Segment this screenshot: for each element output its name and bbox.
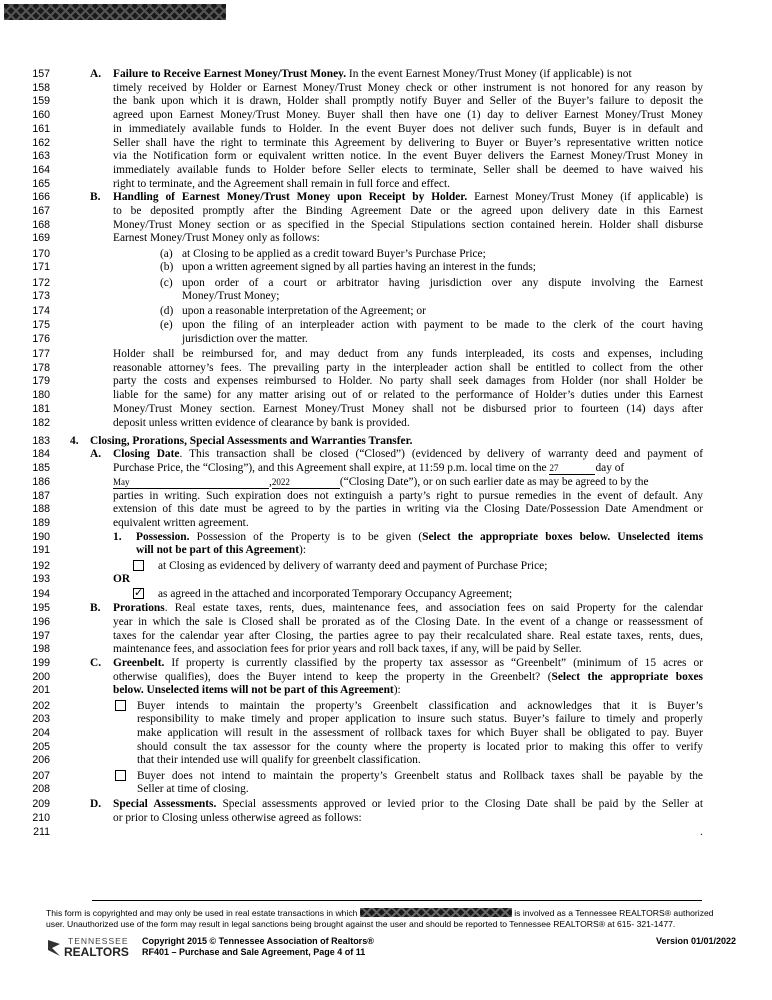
- document-line: [0, 219, 772, 233]
- line-number: 196: [32, 615, 50, 628]
- text-run: below. Unselected items will not be part of this Agreement: [113, 684, 394, 697]
- line-number: 178: [32, 361, 50, 374]
- line-text: [182, 277, 703, 290]
- item-label: (c): [160, 276, 173, 289]
- line-number: 211: [33, 825, 50, 838]
- line-text: to be deposited promptly after the Binding Agreement Date or the agreed upon delivery date in this Earnest: [113, 205, 703, 217]
- line-number: 176: [32, 332, 50, 345]
- text-run: will not be part of this Agreement: [136, 544, 300, 557]
- document-line: [0, 290, 772, 304]
- line-text: agreed upon Earnest Money/Trust Money. Buyer shall then have one (1) day to deliver Earnest Money/Trust Money: [113, 109, 703, 122]
- text-run: Select the appropriate boxes below. Unselected items: [422, 530, 704, 543]
- line-text: Seller at time of closing.: [137, 783, 249, 796]
- line-number: 165: [32, 177, 50, 190]
- checkbox[interactable]: [115, 770, 134, 784]
- line-text: [90, 435, 412, 448]
- item-label: (e): [160, 319, 173, 332]
- line-number: 199: [32, 656, 50, 669]
- text-run: Possession of the Property is to be given (: [196, 530, 423, 543]
- item-heading: Possession.: [136, 530, 190, 543]
- text-run: day of: [595, 462, 625, 475]
- line-text: year in which the sale is Closed shall be prorated as of the Closing Date. In the event of a change or reassessment of: [113, 615, 703, 628]
- line-text: Seller shall have the right to terminate this Agreement by delivering to Buyer or Buyer’s representative written notice: [113, 136, 703, 149]
- document-line: [0, 137, 772, 151]
- line-number: 195: [32, 602, 50, 615]
- line-number: 202: [32, 699, 50, 712]
- document-line: [0, 531, 772, 545]
- line-text: reasonable attorney’s fees. The prevailing party in the interpleader action shall be entitled to collect from the other: [113, 361, 703, 374]
- document-line: [0, 448, 772, 462]
- line-text: taxes for the calendar year after Closing, the parties agree to pay their recalculated share. Real estate taxes, rents, dues,: [113, 629, 703, 642]
- item-heading: Failure to Receive Earnest Money/Trust Money.: [113, 68, 347, 80]
- line-number: 198: [32, 643, 50, 656]
- document-line: [0, 602, 772, 616]
- line-text: via the Notification form or equivalent written notice. In the event Buyer delivers the Earnest Money/Trust Money in: [113, 150, 703, 163]
- text-run: upon a written agreement signed by all parties having an interest in the funds;: [182, 261, 536, 274]
- item-label: C.: [90, 656, 102, 669]
- line-number: 161: [32, 122, 50, 135]
- text-run: ):: [393, 684, 401, 697]
- document-line: [0, 588, 772, 602]
- line-number: 185: [32, 462, 50, 475]
- item-label: (d): [160, 305, 174, 318]
- line-number: 209: [32, 798, 50, 811]
- line-number: 172: [32, 276, 50, 289]
- line-number: 169: [32, 232, 50, 245]
- document-line: [0, 362, 772, 376]
- document-line: [0, 671, 772, 685]
- item-label: B.: [90, 602, 101, 615]
- item-heading: Handling of Earnest Money/Trust Money upon Receipt by Holder.: [113, 191, 468, 204]
- document-line: [0, 333, 772, 347]
- line-text: [113, 671, 703, 684]
- line-text: liable for the same) for any matter arising out of or related to the performance of Holder’s duties under this Earnest: [113, 389, 703, 402]
- document-line: [0, 630, 772, 644]
- line-number: 183: [32, 434, 50, 447]
- text-run: . Real estate taxes, rents, dues, maintenance fees, and association fees on said Property for the calendar: [164, 602, 703, 615]
- document-line: [0, 573, 772, 587]
- document-line: [0, 826, 772, 840]
- line-text: [182, 319, 703, 332]
- document-line: [0, 713, 772, 727]
- document-line: [0, 700, 772, 714]
- line-text: maintenance fees, and association fees for prior years and roll back taxes, if any, will be paid by Seller.: [113, 643, 582, 656]
- document-line: [0, 123, 772, 137]
- line-number: 182: [32, 416, 50, 429]
- line-text: or prior to Closing unless otherwise agreed as follows:: [113, 812, 362, 825]
- item-heading: Special Assessments.: [113, 798, 217, 811]
- line-text: Earnest Money/Trust Money only as follows:: [113, 232, 320, 245]
- line-number: 200: [32, 670, 50, 683]
- line-text: [113, 462, 703, 475]
- logo-line2: REALTORS: [64, 945, 129, 959]
- line-text: should consult the tax assessor for the county where the property is located prior to making this offer to verify: [137, 740, 703, 753]
- signature-rule: [92, 900, 702, 901]
- line-number: 160: [32, 109, 50, 122]
- line-text: [113, 684, 703, 697]
- line-number: 166: [32, 191, 50, 204]
- document-line: [0, 95, 772, 109]
- line-number: 181: [32, 402, 50, 415]
- document-line: [0, 205, 772, 219]
- line-text: [113, 448, 703, 461]
- line-text: immediately available funds to Holder before Seller elects to terminate, Seller shall be deemed to have waived his: [113, 163, 703, 176]
- document-line: [0, 462, 772, 476]
- text-run: Select the appropriate boxes: [551, 670, 703, 683]
- document-line: [0, 770, 772, 784]
- text-run: If property is currently classified by the property tax assessor as “Greenbelt” (minimum of 15 acres or: [171, 656, 703, 669]
- document-line: [0, 389, 772, 403]
- line-text: Buyer does not intend to maintain the property’s Greenbelt status and Rollback taxes shall be payable by the: [137, 769, 703, 782]
- line-number: 173: [32, 290, 50, 303]
- redaction-bar: [4, 4, 226, 20]
- checkbox[interactable]: [115, 700, 134, 714]
- line-number: 193: [32, 573, 50, 586]
- line-text: [113, 476, 703, 489]
- line-number: 167: [32, 205, 50, 217]
- line-number: 192: [32, 559, 50, 572]
- line-number: 206: [32, 754, 50, 767]
- document-line: [0, 375, 772, 389]
- line-number: 207: [32, 769, 50, 782]
- document-line: [0, 490, 772, 504]
- section-number: 4.: [70, 434, 79, 447]
- line-number: 203: [32, 713, 50, 726]
- line-text: Holder shall be reimbursed for, and may deduct from any funds interpleaded, its costs and expenses, including: [113, 348, 703, 360]
- line-number: 180: [32, 389, 50, 402]
- line-number: 158: [32, 81, 50, 94]
- document-line: [0, 403, 772, 417]
- document-line: [0, 544, 772, 558]
- line-text: deposit unless written evidence of clearance by bank is provided.: [113, 416, 410, 429]
- closing-month-field[interactable]: May: [113, 477, 269, 489]
- line-text: that their intended use will qualify for greenbelt classification.: [137, 754, 421, 767]
- document-line: [0, 109, 772, 123]
- item-label: A.: [90, 448, 102, 461]
- copyright-text: Copyright 2015 © Tennessee Association of Realtors®: [142, 936, 374, 946]
- line-text: as agreed in the attached and incorporated Temporary Occupancy Agreement;: [158, 588, 513, 601]
- line-text: [136, 544, 306, 557]
- line-number: 187: [32, 489, 50, 502]
- item-heading: Closing Date: [113, 448, 180, 461]
- document-line: [0, 812, 772, 826]
- line-text: extension of this date must be agreed to by the parties in writing via the Closing Date/Possession Date Amendment or: [113, 503, 703, 516]
- line-text: right to terminate, and the Agreement shall remain in full force and effect.: [113, 177, 450, 190]
- text-run: upon a reasonable interpretation of the Agreement; or: [182, 305, 426, 318]
- text-run: ,: [269, 475, 272, 488]
- section-heading: Closing, Prorations, Special Assessments and Warranties Transfer.: [90, 434, 413, 447]
- line-text: Money/Trust Money;: [182, 290, 280, 303]
- line-text: parties in writing. Such expiration does not extinguish a party’s right to pursue remedies in the event of default. Any: [113, 489, 703, 502]
- document-line: [0, 348, 772, 362]
- text-run: upon the filing of an interpleader action with payment to be made to the clerk of the court having: [182, 319, 703, 332]
- line-text: in immediately available funds to Holder. In the event Buyer does not deliver such funds, Buyer is in default and: [113, 122, 703, 135]
- footer-notice: [46, 908, 736, 929]
- document-line: [0, 417, 772, 431]
- item-label: (a): [160, 247, 173, 260]
- line-text: .: [700, 825, 703, 838]
- closing-year-field[interactable]: 2022: [272, 477, 340, 489]
- document-line: [0, 657, 772, 671]
- text-run: upon order of a court or arbitrator having jurisdiction over any dispute involving the Earnest: [182, 276, 703, 289]
- or-label: OR: [113, 573, 131, 586]
- text-run: Earnest Money/Trust Money (if applicable) is: [474, 191, 703, 204]
- line-text: equivalent written agreement.: [113, 516, 249, 529]
- line-text: [113, 602, 703, 615]
- redaction-inline: [360, 908, 512, 917]
- item-label: D.: [90, 798, 102, 811]
- item-label: A.: [90, 68, 102, 80]
- document-line: [0, 68, 772, 82]
- document-line: [0, 616, 772, 630]
- line-text: [113, 573, 130, 586]
- document-line: [0, 261, 772, 275]
- notice-pre: This form is copyrighted and may only be used in real estate transactions in which: [46, 908, 358, 918]
- line-number: 197: [32, 629, 50, 642]
- line-number: 184: [32, 448, 50, 461]
- line-number: 170: [32, 247, 50, 260]
- tennessee-realtors-logo: [46, 936, 130, 960]
- line-number: 179: [32, 375, 50, 388]
- text-run: (“Closing Date”), or on such earlier date as may be agreed to by the: [339, 475, 649, 488]
- line-number: 164: [32, 163, 50, 176]
- line-number: 159: [32, 95, 50, 108]
- line-text: Buyer intends to maintain the property’s Greenbelt classification and acknowledges that it is Buyer’s: [137, 699, 703, 712]
- item-label: (b): [160, 261, 174, 274]
- item-label: 1.: [113, 530, 122, 543]
- line-text: [113, 657, 703, 670]
- document-line: [0, 560, 772, 574]
- document-line: [0, 643, 772, 657]
- text-run: . This transaction shall be closed (“Closed”) (evidenced by delivery of warranty deed and payment of: [179, 448, 703, 461]
- checkbox[interactable]: [133, 560, 152, 574]
- text-run: otherwise qualifies), does the Buyer intend to keep the property in the Greenbelt? (: [113, 670, 552, 683]
- document-line: [0, 248, 772, 262]
- document-line: [0, 305, 772, 319]
- line-number: 157: [32, 68, 50, 80]
- text-run: Purchase Price, the “Closing”), and this Agreement shall expire, at 11:59 p.m. local time on the: [113, 462, 547, 475]
- document-line: [0, 82, 772, 96]
- line-text: [182, 248, 703, 261]
- line-number: 189: [32, 516, 50, 529]
- text-run: In the event Earnest Money/Trust Money (if applicable) is not: [348, 68, 632, 80]
- document-line: [0, 435, 772, 449]
- line-number: 175: [32, 319, 50, 332]
- line-text: [182, 305, 703, 318]
- document-line: [0, 727, 772, 741]
- line-text: make application will result in the assessment of rollback taxes for which Buyer shall be obligated to pay. Buyer: [137, 726, 703, 739]
- line-text: responsibility to make timely and proper application to insure such status. Buyer’s failure to timely and properly: [137, 713, 703, 726]
- line-number: 201: [32, 684, 50, 697]
- logo-line1: TENNESSEE: [68, 936, 129, 946]
- checkbox-empty-icon[interactable]: [115, 770, 126, 781]
- line-number: 194: [32, 588, 50, 601]
- line-number: 191: [32, 544, 50, 557]
- document-line: [0, 319, 772, 333]
- line-number: 190: [32, 530, 50, 543]
- line-text: timely received by Holder or Earnest Money/Trust Money check or other instrument is not honored for any reason by: [113, 81, 703, 94]
- line-number: 163: [32, 150, 50, 163]
- line-text: [113, 798, 703, 811]
- notice-line2: user. Unauthorized use of the form may result in legal sanctions being brought against the user and should be reported to Tennessee REALTORS® at 615- 321-1477.: [46, 918, 676, 929]
- checkbox-empty-icon[interactable]: [133, 560, 144, 571]
- document-line: [0, 684, 772, 698]
- document-line: [0, 517, 772, 531]
- line-text: [182, 261, 703, 274]
- document-line: [0, 178, 772, 192]
- line-number: 205: [32, 740, 50, 753]
- line-text: [136, 531, 703, 544]
- document-line: [0, 191, 772, 205]
- line-text: at Closing as evidenced by delivery of warranty deed and payment of Purchase Price;: [158, 559, 548, 572]
- line-number: 171: [32, 261, 50, 274]
- text-run: at Closing to be applied as a credit toward Buyer’s Purchase Price;: [182, 247, 486, 260]
- line-number: 208: [32, 783, 50, 796]
- document-line: [0, 150, 772, 164]
- line-text: [113, 191, 703, 204]
- document-line: [0, 783, 772, 797]
- item-heading: Greenbelt.: [113, 656, 165, 669]
- copyright-block: [142, 936, 374, 958]
- text-run: ):: [299, 544, 307, 557]
- document-line: [0, 232, 772, 246]
- item-heading: Prorations: [113, 602, 165, 615]
- line-text: the bank upon which it is drawn, Holder shall promptly notify Buyer and Seller of the Buyer’s failure to deposit the: [113, 95, 703, 108]
- version-label: Version 01/01/2022: [655, 936, 736, 946]
- line-number: 186: [32, 475, 50, 488]
- checkbox[interactable]: [133, 588, 152, 602]
- checkbox-empty-icon[interactable]: [115, 700, 126, 711]
- line-number: 174: [32, 305, 50, 318]
- document-line: [0, 277, 772, 291]
- line-number: 162: [32, 136, 50, 149]
- line-number: 168: [32, 218, 50, 231]
- notice-post: is involved as a Tennessee REALTORS® authorized: [514, 908, 714, 918]
- document-line: [0, 503, 772, 517]
- line-text: [113, 68, 703, 81]
- document-line: [0, 164, 772, 178]
- line-text: Money/Trust Money section. Earnest Money/Trust Money shall not be disbursed prior to fourteen (14) days after: [113, 402, 703, 415]
- document-line: [0, 741, 772, 755]
- logo-mark-icon: [46, 938, 62, 958]
- form-title: RF401 – Purchase and Sale Agreement, Page 4 of 11: [142, 947, 366, 957]
- line-number: 177: [32, 348, 50, 360]
- item-label: B.: [90, 191, 101, 204]
- line-text: Money/Trust Money section or as specified in the Special Stipulations section contained herein. Holder shall disburse: [113, 218, 703, 231]
- text-run: Special assessments approved or levied prior to the Closing Date shall be paid by the Seller at: [222, 798, 703, 811]
- line-number: 204: [32, 726, 50, 739]
- line-number: 188: [32, 503, 50, 516]
- line-text: jurisdiction over the matter.: [182, 332, 308, 345]
- line-text: party the costs and expenses reimbursed to Holder. No party shall seek damages from Holder (nor shall Holder be: [113, 375, 703, 388]
- closing-day-field[interactable]: 27: [549, 463, 595, 475]
- document-line: [0, 476, 772, 490]
- line-number: 210: [32, 812, 50, 825]
- document-line: [0, 754, 772, 768]
- checkbox-checked-icon[interactable]: [133, 588, 144, 599]
- document-line: [0, 798, 772, 812]
